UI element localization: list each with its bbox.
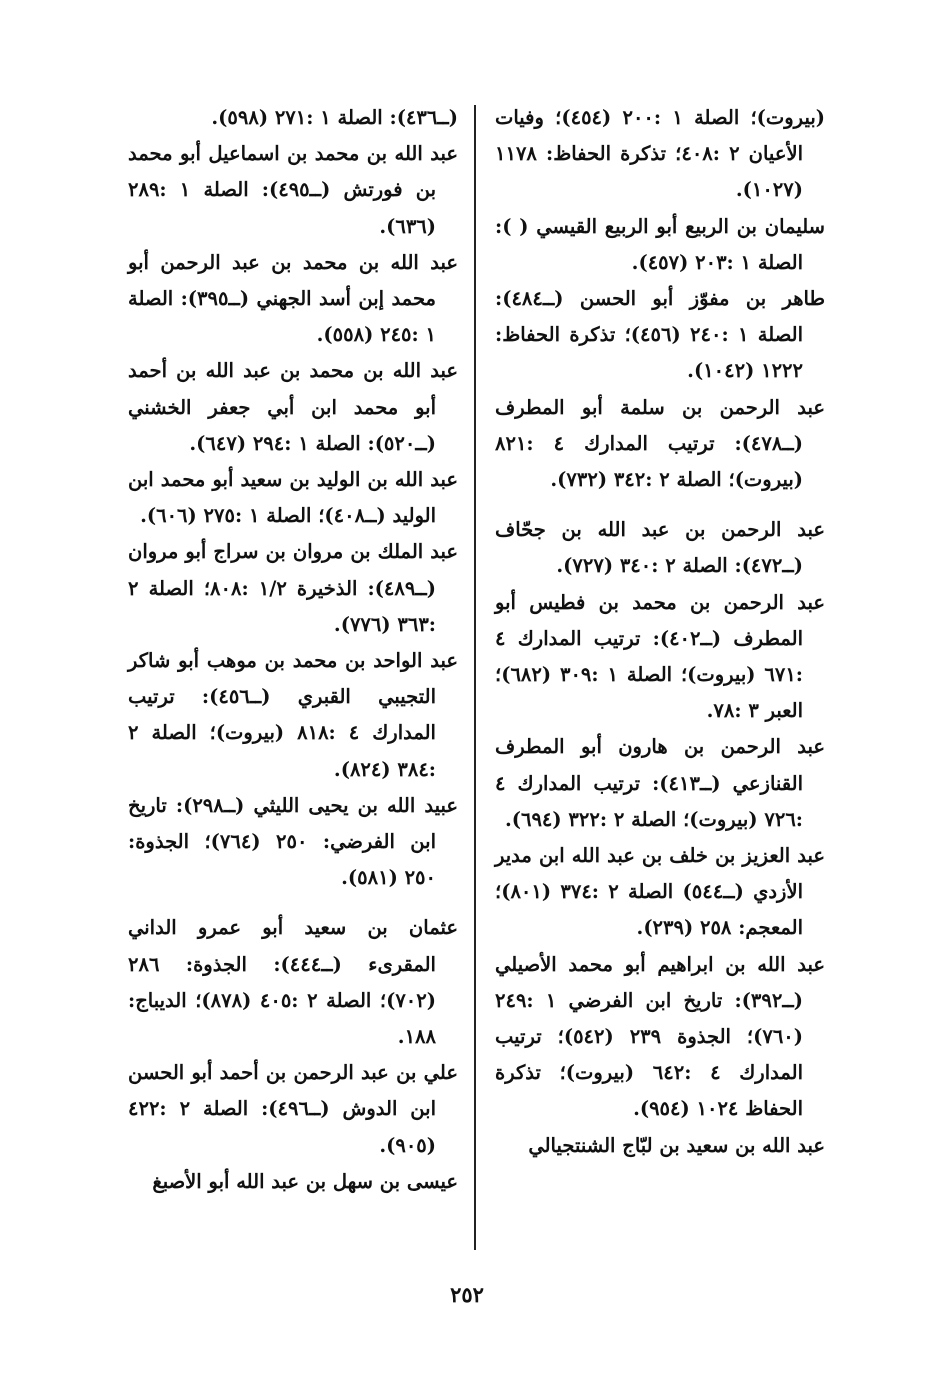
entry: عبد العزيز بن خلف بن عبد الله ابن مدير الأزدي (ــ٥٤٤) الصلة ٢ :٣٧٤ (٨٠١)؛ المعجم: ٢٥٨ (٢٣٩). [495, 844, 825, 940]
entry: عبد الله بن محمد بن عبد الله بن أحمد أبو محمد ابن أبي جعفر الخشني (ــ٥٢٠): الصلة ١ :٢٩٤ (٦٤٧). [128, 359, 458, 455]
entry: (ــ٤٣٦): الصلة ١ :٢٧١ (٥٩٨). [211, 106, 458, 129]
entry: طاهر بن مفوّز أبو الحسن (ــ٤٨٤): الصلة ١ :٢٤٠ (٤٥٦)؛ تذكرة الحفاظ: ١٢٢٢ (١٠٤٢). [495, 287, 825, 383]
entry: علي بن عبد الرحمن بن أحمد أبو الحسن ابن الدوش (ــ٤٩٦): الصلة ٢ :٤٢٢ (٩٠٥). [128, 1061, 458, 1157]
entry: عبد الله بن الوليد بن سعيد أبو محمد ابن الوليد (ــ٤٠٨)؛ الصلة ١ :٢٧٥ (٦٠٦). [128, 468, 458, 528]
column-divider [474, 105, 476, 1250]
page-number: ٢٥٢ [450, 1282, 484, 1307]
entry: عبد الرحمن بن هارون أبو المطرف القنازعي (ــ٤١٣): ترتيب المدارك ٤ :٧٢٦ (بيروت)؛ الصلة ٢ :٣٢٢ (٦٩٤). [495, 735, 825, 831]
entry: عبد الله بن سعيد بن لبّاج الشنتجيالي [528, 1133, 825, 1157]
entry: عبد الرحمن بن عبد الله بن جحّاف (ــ٤٧٢): الصلة ٢ :٣٤٠ (٧٢٧). [495, 518, 825, 578]
entry: عبد الرحمن بن محمد بن فطيس أبو المطرف (ــ٤٠٢): ترتيب المدارك ٤ :٦٧١ (بيروت)؛ الصلة ١ :٣٠٩ (٦٨٢)؛ العبر ٣ :٧٨. [495, 590, 825, 723]
entry: عبد الملك بن مروان بن سراج أبو مروان (ــ٤٨٩): الذخيرة ١/٢ :٨٠٨؛ الصلة ٢ :٣٦٣ (٧٧٦). [128, 540, 458, 636]
entry: عبد الواحد بن محمد بن موهب أبو شاكر التجيبي القبري (ــ٤٥٦): ترتيب المدارك ٤ :٨١٨ (بيروت)؛ الصلة ٢ :٣٨٤ (٨٢٤). [128, 649, 458, 781]
entry: عبد الله بن ابراهيم أبو محمد الأصيلي (ــ٣٩٢): تاريخ ابن الفرضي ١ :٢٤٩ (٧٦٠)؛ الجذوة ٢٣٩ (٥٤٢)؛ ترتيب المدارك ٤ :٦٤٢ (بيروت)؛ تذكرة الحفاظ ١٠٢٤ (٩٥٤). [495, 952, 825, 1121]
entry: عثمان بن سعيد أبو عمرو الداني المقرىء (ــ٤٤٤): الجذوة: ٢٨٦ (٧٠٢)؛ الصلة ٢ :٤٠٥ (٨٧٨)؛ الديباج: ١٨٨. [128, 916, 458, 1049]
entry: عبد الله بن محمد بن عبد الرحمن أبو محمد إبن أسد الجهني (ــ٣٩٥): الصلة ١ :٢٤٥ (٥٥٨). [128, 250, 458, 347]
entry: عبد الله بن محمد بن اسماعيل أبو محمد بن فورتش (ــ٤٩٥): الصلة ١ :٢٨٩ (٦٣٦). [128, 142, 458, 238]
left-column [128, 100, 458, 1200]
entry: عبيد الله بن يحيى الليثي (ــ٢٩٨): تاريخ ابن الفرضي: ٢٥٠ (٧٦٤)؛ الجذوة: ٢٥٠ (٥٨١). [128, 793, 459, 890]
entry: عبد الرحمن بن سلمة أبو المطرف (ــ٤٧٨): ترتيب المدارك ٤ :٨٢١ (بيروت)؛ الصلة ٢ :٣٤٢ (٧٣٢). [495, 395, 825, 492]
entry: سليمان بن الربيع أبو الربيع القيسي ( ): الصلة ١ :٢٠٣ (٤٥٧). [495, 214, 825, 274]
entry: عيسى بن سهل بن عبد الله أبو الأصبغ [152, 1169, 458, 1193]
right-column [495, 100, 825, 1164]
entry: (بيروت)؛ الصلة ١ :٢٠٠ (٤٥٤)؛ وفيات الأعيان ٢ :٤٠٨؛ تذكرة الحفاظ: ١١٧٨ (١٠٢٧). [495, 106, 825, 202]
